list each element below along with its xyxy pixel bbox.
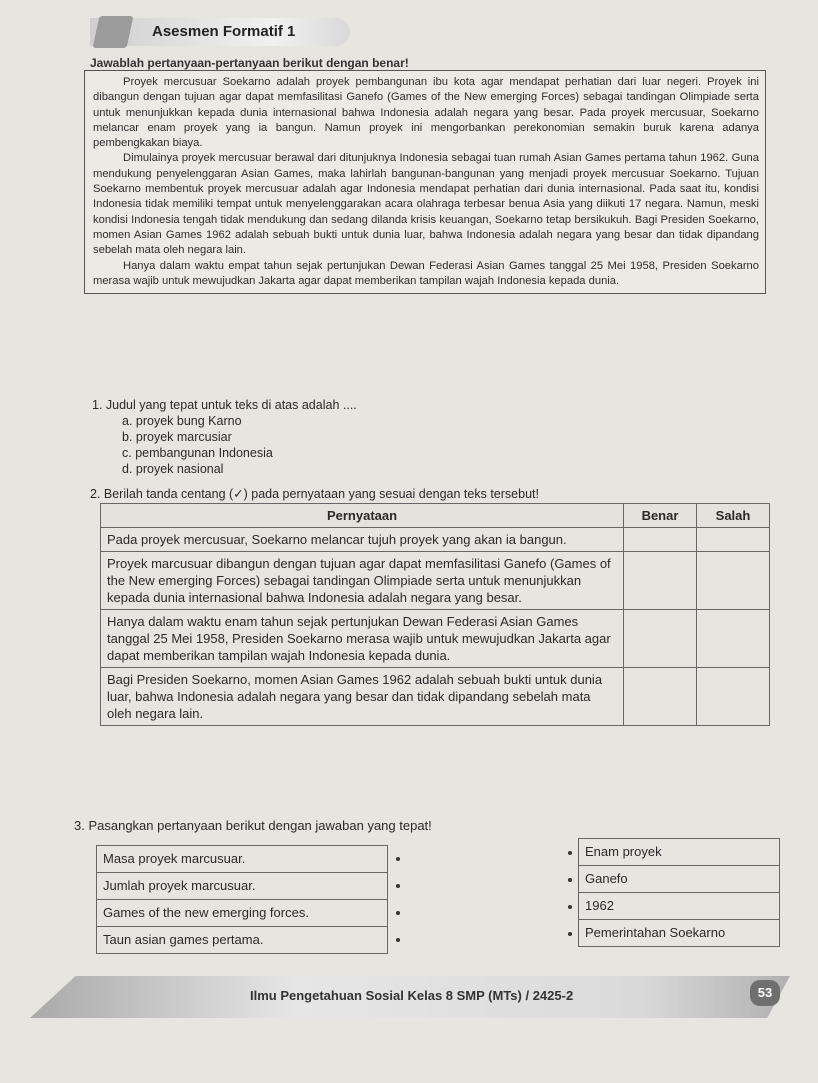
question-2-text: 2. Berilah tanda centang (✓) pada pernyataan yang sesuai dengan teks tersebut!: [90, 487, 539, 501]
match-questions: [96, 845, 388, 954]
statement-cell: Proyek marcusuar dibangun dengan tujuan agar dapat memfasilitasi Ganefo (Games of the New emerging Forces) sebagai tandingan Olimpiade serta untuk menunjukkan kepada dunia internasional bahwa Indonesia adalah negara yang besar.: [101, 552, 624, 610]
page-number: 53: [750, 980, 780, 1006]
question-1: [92, 397, 357, 477]
match-answers: [578, 838, 780, 947]
true-checkbox-cell[interactable]: [624, 610, 697, 668]
page-title: Asesmen Formatif 1: [152, 23, 296, 40]
table-row: [101, 552, 770, 610]
passage-paragraph: Hanya dalam waktu empat tahun sejak pertunjukan Dewan Federasi Asian Games tanggal 25 Mei 1958, Presiden Soekarno merasa wajib untuk mewujudkan Jakarta agar dapat memberikan tampilan wajah Indonesia kepada dunia.: [93, 259, 759, 287]
match-answer-item: Pemerintahan Soekarno: [585, 925, 726, 940]
header-true: Benar: [624, 504, 697, 528]
question-1-text: 1. Judul yang tepat untuk teks di atas adalah ....: [92, 398, 357, 412]
option-a[interactable]: a. proyek bung Karno: [122, 414, 242, 428]
passage-paragraph: Proyek mercusuar Soekarno adalah proyek pembangunan ibu kota agar mendapat perhatian dari luar negeri. Proyek ini dibangun dengan tujuan agar dapat memfasilitasi Ganefo (Games of the New emerging Forces) sebagai tandingan Olimpiade serta untuk menunjukkan kepada dunia internasional bahwa Indonesia adalah negara yang besar. Pada proyek mercusuar, Soekarno melancar enam proyek yang ia bangun. Namun proyek ini mengorbankan perekonomian semakin buruk karena adanya pembengkakan biaya.: [93, 76, 759, 150]
header-false: Salah: [697, 504, 770, 528]
connector-dot[interactable]: [396, 857, 400, 861]
statement-cell: Hanya dalam waktu enam tahun sejak pertunjukan Dewan Federasi Asian Games tanggal 25 Mei 1958, Presiden Soekarno merasa wajib untuk mewujudkan Jakarta agar dapat memberikan tampilan wajah Indonesia kepada dunia.: [101, 610, 624, 668]
statement-cell: Bagi Presiden Soekarno, momen Asian Games 1962 adalah sebuah bukti untuk dunia luar, bahwa Indonesia adalah negara yang besar dan tidak dipandang sebelah mata oleh negara lain.: [101, 668, 624, 726]
false-checkbox-cell[interactable]: [697, 610, 770, 668]
false-checkbox-cell[interactable]: [697, 528, 770, 552]
reading-passage: [84, 70, 766, 294]
statement-cell: Pada proyek mercusuar, Soekarno melancar tujuh proyek yang akan ia bangun.: [101, 528, 624, 552]
connector-dot[interactable]: [396, 884, 400, 888]
true-checkbox-cell[interactable]: [624, 668, 697, 726]
match-question-item: Games of the new emerging forces.: [97, 900, 387, 927]
option-c[interactable]: c. pembangunan Indonesia: [122, 446, 273, 460]
banner-icon: [93, 16, 134, 48]
connector-dot[interactable]: [568, 932, 572, 936]
header-statement: Pernyataan: [101, 504, 624, 528]
true-checkbox-cell[interactable]: [624, 528, 697, 552]
table-row: [101, 668, 770, 726]
table-row: [101, 610, 770, 668]
match-answer-item: Enam proyek: [579, 839, 779, 866]
connector-dot[interactable]: [396, 911, 400, 915]
connector-dot[interactable]: [568, 905, 572, 909]
match-question-item: Masa proyek marcusuar.: [97, 846, 387, 873]
option-b[interactable]: b. proyek marcusiar: [122, 430, 232, 444]
book-title: Ilmu Pengetahuan Sosial Kelas 8 SMP (MTs) / 2425-2: [250, 988, 574, 1003]
passage-paragraph: Dimulainya proyek mercusuar berawal dari ditunjuknya Indonesia sebagai tuan rumah Asian Games pertama tahun 1962. Guna mendukung penyelenggaran Asian Games, maka lahirlah bangunan-bangunan yang menjadi proyek mercusuar Soekarno. Tujuan Soekarno membentuk proyek mercusuar adalah agar Indonesia mendapat perhatian dari dunia internasional. Pada saat itu, kondisi Indonesia tidak memiliki tempat untuk menyelenggarakan acara olahraga terbesar benua Asia yang diikuti 17 negara. Namun, meski kondisi Indonesia tengah tidak mendukung dan sedang dilanda krisis keuangan, Soekarno tetap bersikukuh. Bagi Presiden Soekarno, momen Asian Games 1962 adalah sebuah bukti untuk dunia luar, bahwa Indonesia adalah negara yang besar dan tidak dipandang sebelah mata oleh negara lain.: [93, 152, 759, 257]
true-checkbox-cell[interactable]: [624, 552, 697, 610]
match-answer-item: 1962: [579, 893, 779, 920]
false-checkbox-cell[interactable]: [697, 668, 770, 726]
table-row: [101, 528, 770, 552]
question-3-text: 3. Pasangkan pertanyaan berikut dengan jawaban yang tepat!: [74, 818, 432, 833]
connector-dot[interactable]: [396, 938, 400, 942]
false-checkbox-cell[interactable]: [697, 552, 770, 610]
match-answer-item: Ganefo: [579, 866, 779, 893]
true-false-table: [100, 503, 770, 726]
match-question-item: Jumlah proyek marcusuar.: [97, 873, 387, 900]
connector-dot[interactable]: [568, 851, 572, 855]
instruction-text: Jawablah pertanyaan-pertanyaan berikut dengan benar!: [90, 56, 409, 70]
option-d[interactable]: d. proyek nasional: [122, 462, 224, 476]
connector-dot[interactable]: [568, 878, 572, 882]
match-question-item: Taun asian games pertama.: [103, 932, 264, 947]
